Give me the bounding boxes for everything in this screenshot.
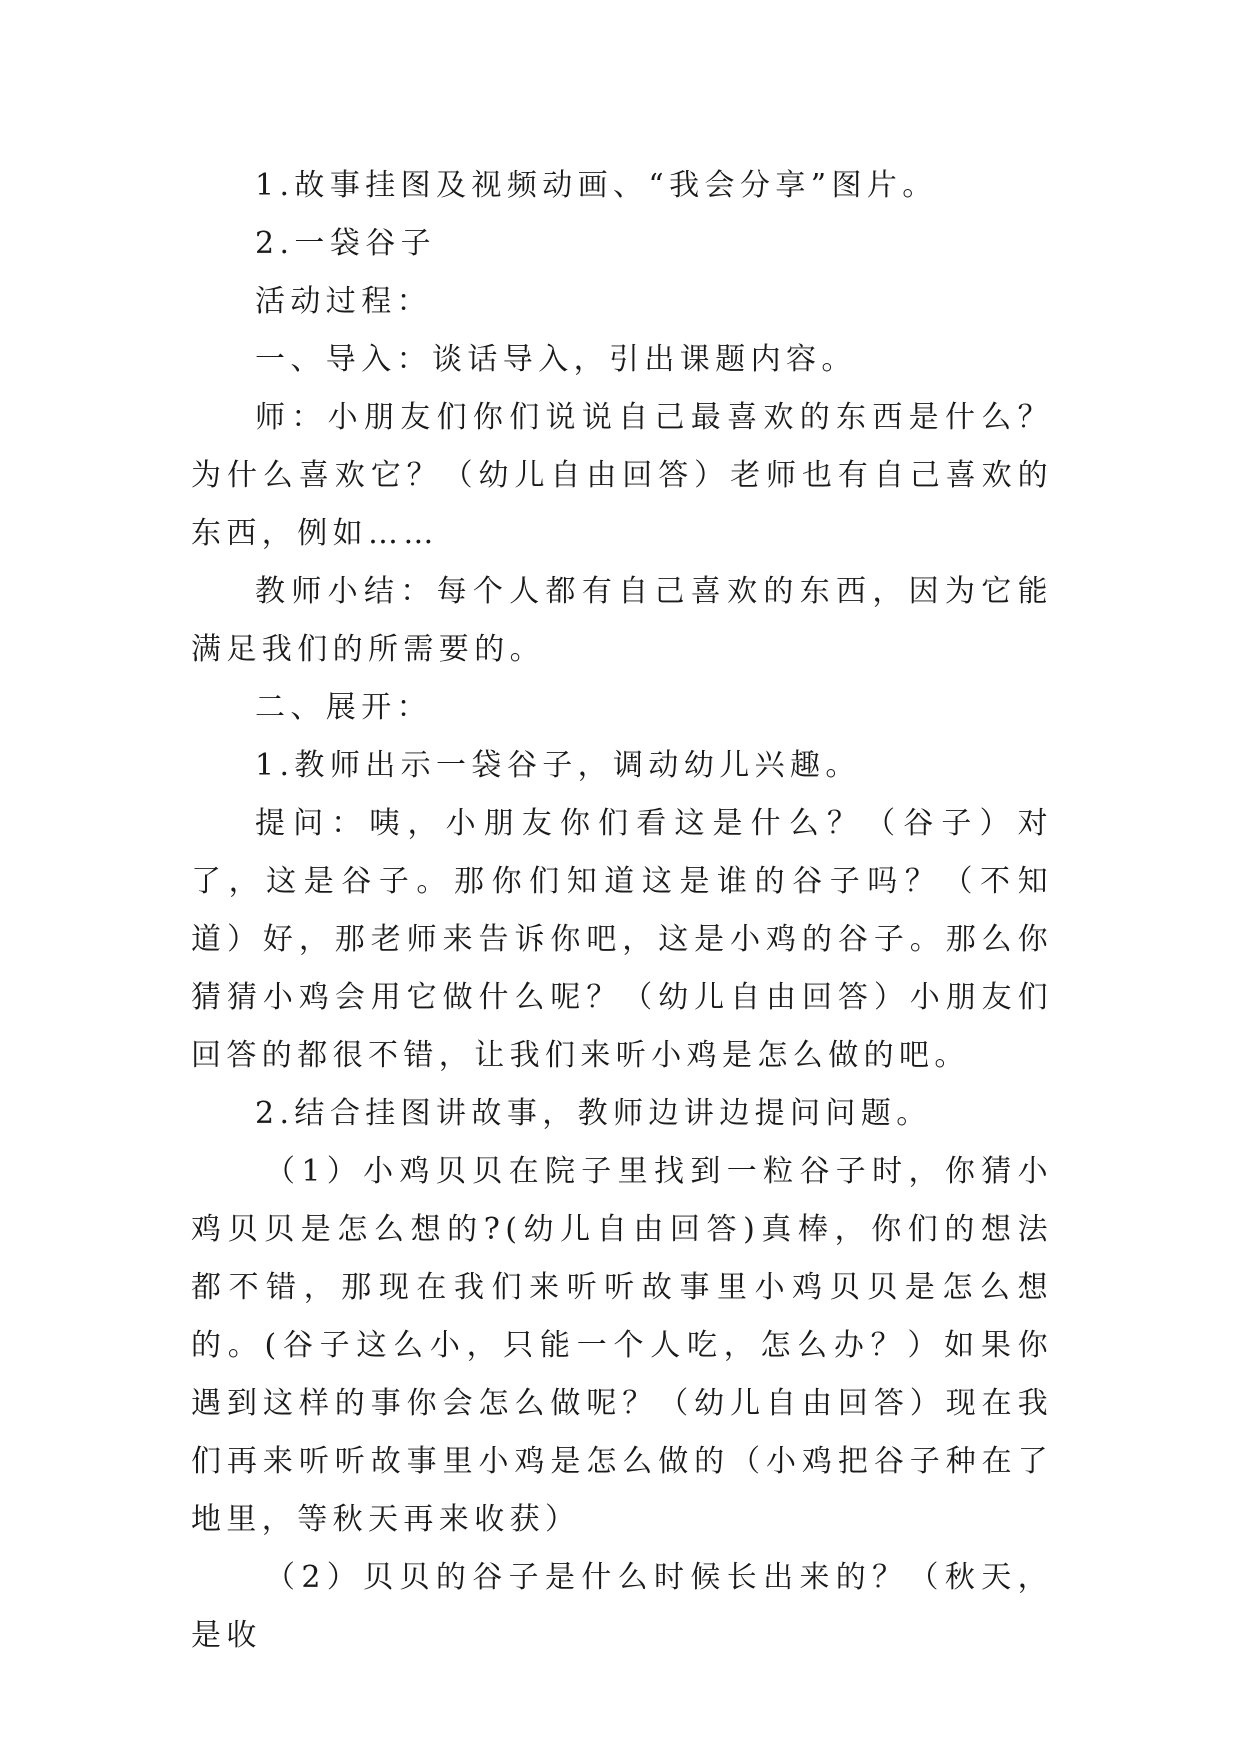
teacher-summary-paragraph: 教师小结：每个人都有自己喜欢的东西，因为它能满足我们的所需要的。 [191,574,1053,667]
section-heading-introduction: 一、导入：谈话导入，引出课题内容。 [255,342,857,377]
sub-question-1-paragraph: （1）小鸡贝贝在院子里找到一粒谷子时，你猜小鸡贝贝是怎么想的?(幼儿自由回答)真棒，你们的想法都不错，那现在我们来听听故事里小鸡贝贝是怎么想的。(谷子这么小，只能一个人吃，怎么办？）如果你遇到这样的事你会怎么做呢？（幼儿自由回答）现在我们再来听听故事里小鸡是怎么做的（小鸡把谷子种在了地里，等秋天再来收获） [191,1154,1053,1537]
question-paragraph: 提问：咦，小朋友你们看这是什么？（谷子）对了，这是谷子。那你们知道这是谁的谷子吗？（不知道）好，那老师来告诉你吧，这是小鸡的谷子。那么你猜猜小鸡会用它做什么呢？（幼儿自由回答）小朋友们回答的都很不错，让我们来听小鸡是怎么做的吧。 [191,806,1053,1073]
materials-item-1: 1.故事挂图及视频动画、“我会分享”图片。 [255,168,938,203]
step-2-paragraph: 2.结合挂图讲故事，教师边讲边提问问题。 [255,1096,932,1131]
section-heading-development: 二、展开： [255,690,432,725]
section-heading-activity-process: 活动过程： [255,284,432,319]
step-1-paragraph: 1.教师出示一袋谷子，调动幼儿兴趣。 [255,748,861,783]
materials-item-2: 2.一袋谷子 [255,226,437,261]
document-body [191,157,1053,1665]
teacher-dialogue-paragraph: 师：小朋友们你们说说自己最喜欢的东西是什么？为什么喜欢它？（幼儿自由回答）老师也有自己喜欢的东西，例如…… [191,400,1053,551]
sub-question-2-paragraph: （2）贝贝的谷子是什么时候长出来的？（秋天，是收 [191,1560,1053,1653]
